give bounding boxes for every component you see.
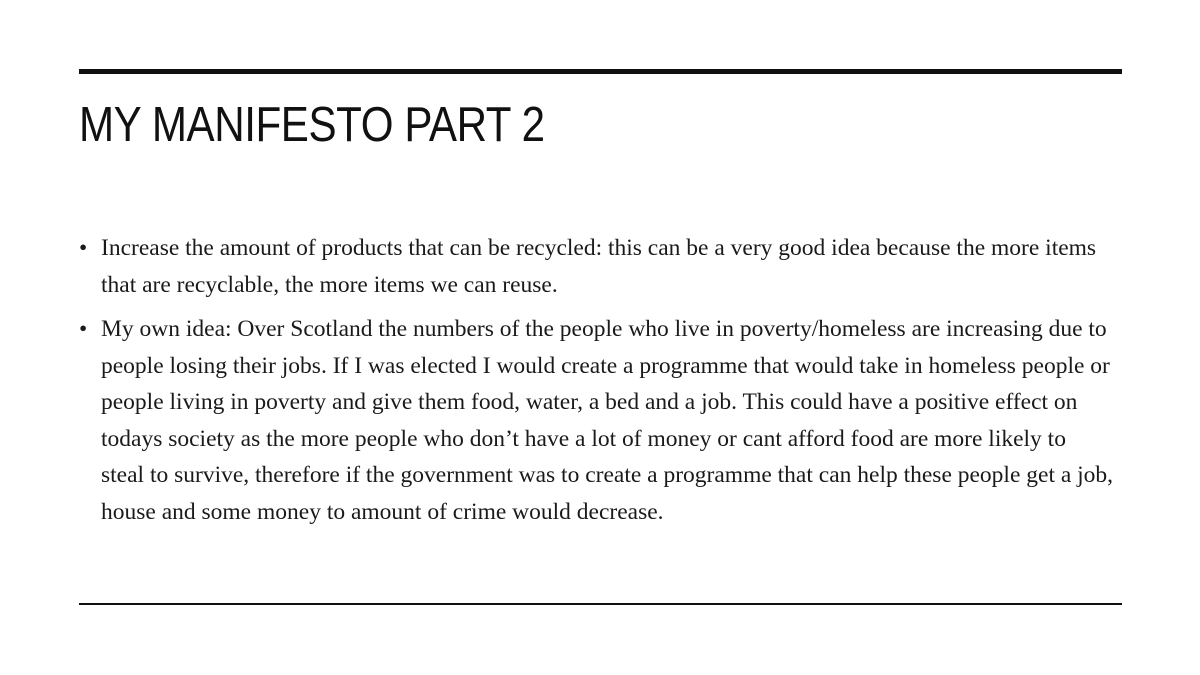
bottom-divider bbox=[79, 603, 1122, 605]
bullet-marker: • bbox=[79, 316, 88, 342]
bullet-text: My own idea: Over Scotland the numbers of the people who live in poverty/homeless are increasing due to people losing their jobs. If I was elected I would create a programme that would take in homeless people or people living in poverty and give them food, water, a bed and a job. This could have a positive effect on todays society as the more people who don’t have a lot of money or cant afford food are more likely to steal to survive, therefore if the government was to create a programme that can help these people get a job, house and some money to amount of crime would decrease. bbox=[101, 316, 1114, 525]
slide-title: MY MANIFESTO PART 2 bbox=[79, 98, 545, 152]
bullet-item-recycling bbox=[79, 230, 1114, 303]
bullet-marker: • bbox=[79, 235, 88, 261]
bullet-list bbox=[79, 230, 1114, 538]
title-top-divider bbox=[79, 69, 1122, 74]
bullet-text: Increase the amount of products that can be recycled: this can be a very good idea because the more items that are recyclable, the more items we can reuse. bbox=[101, 235, 1097, 298]
bullet-item-own-idea bbox=[79, 311, 1114, 530]
